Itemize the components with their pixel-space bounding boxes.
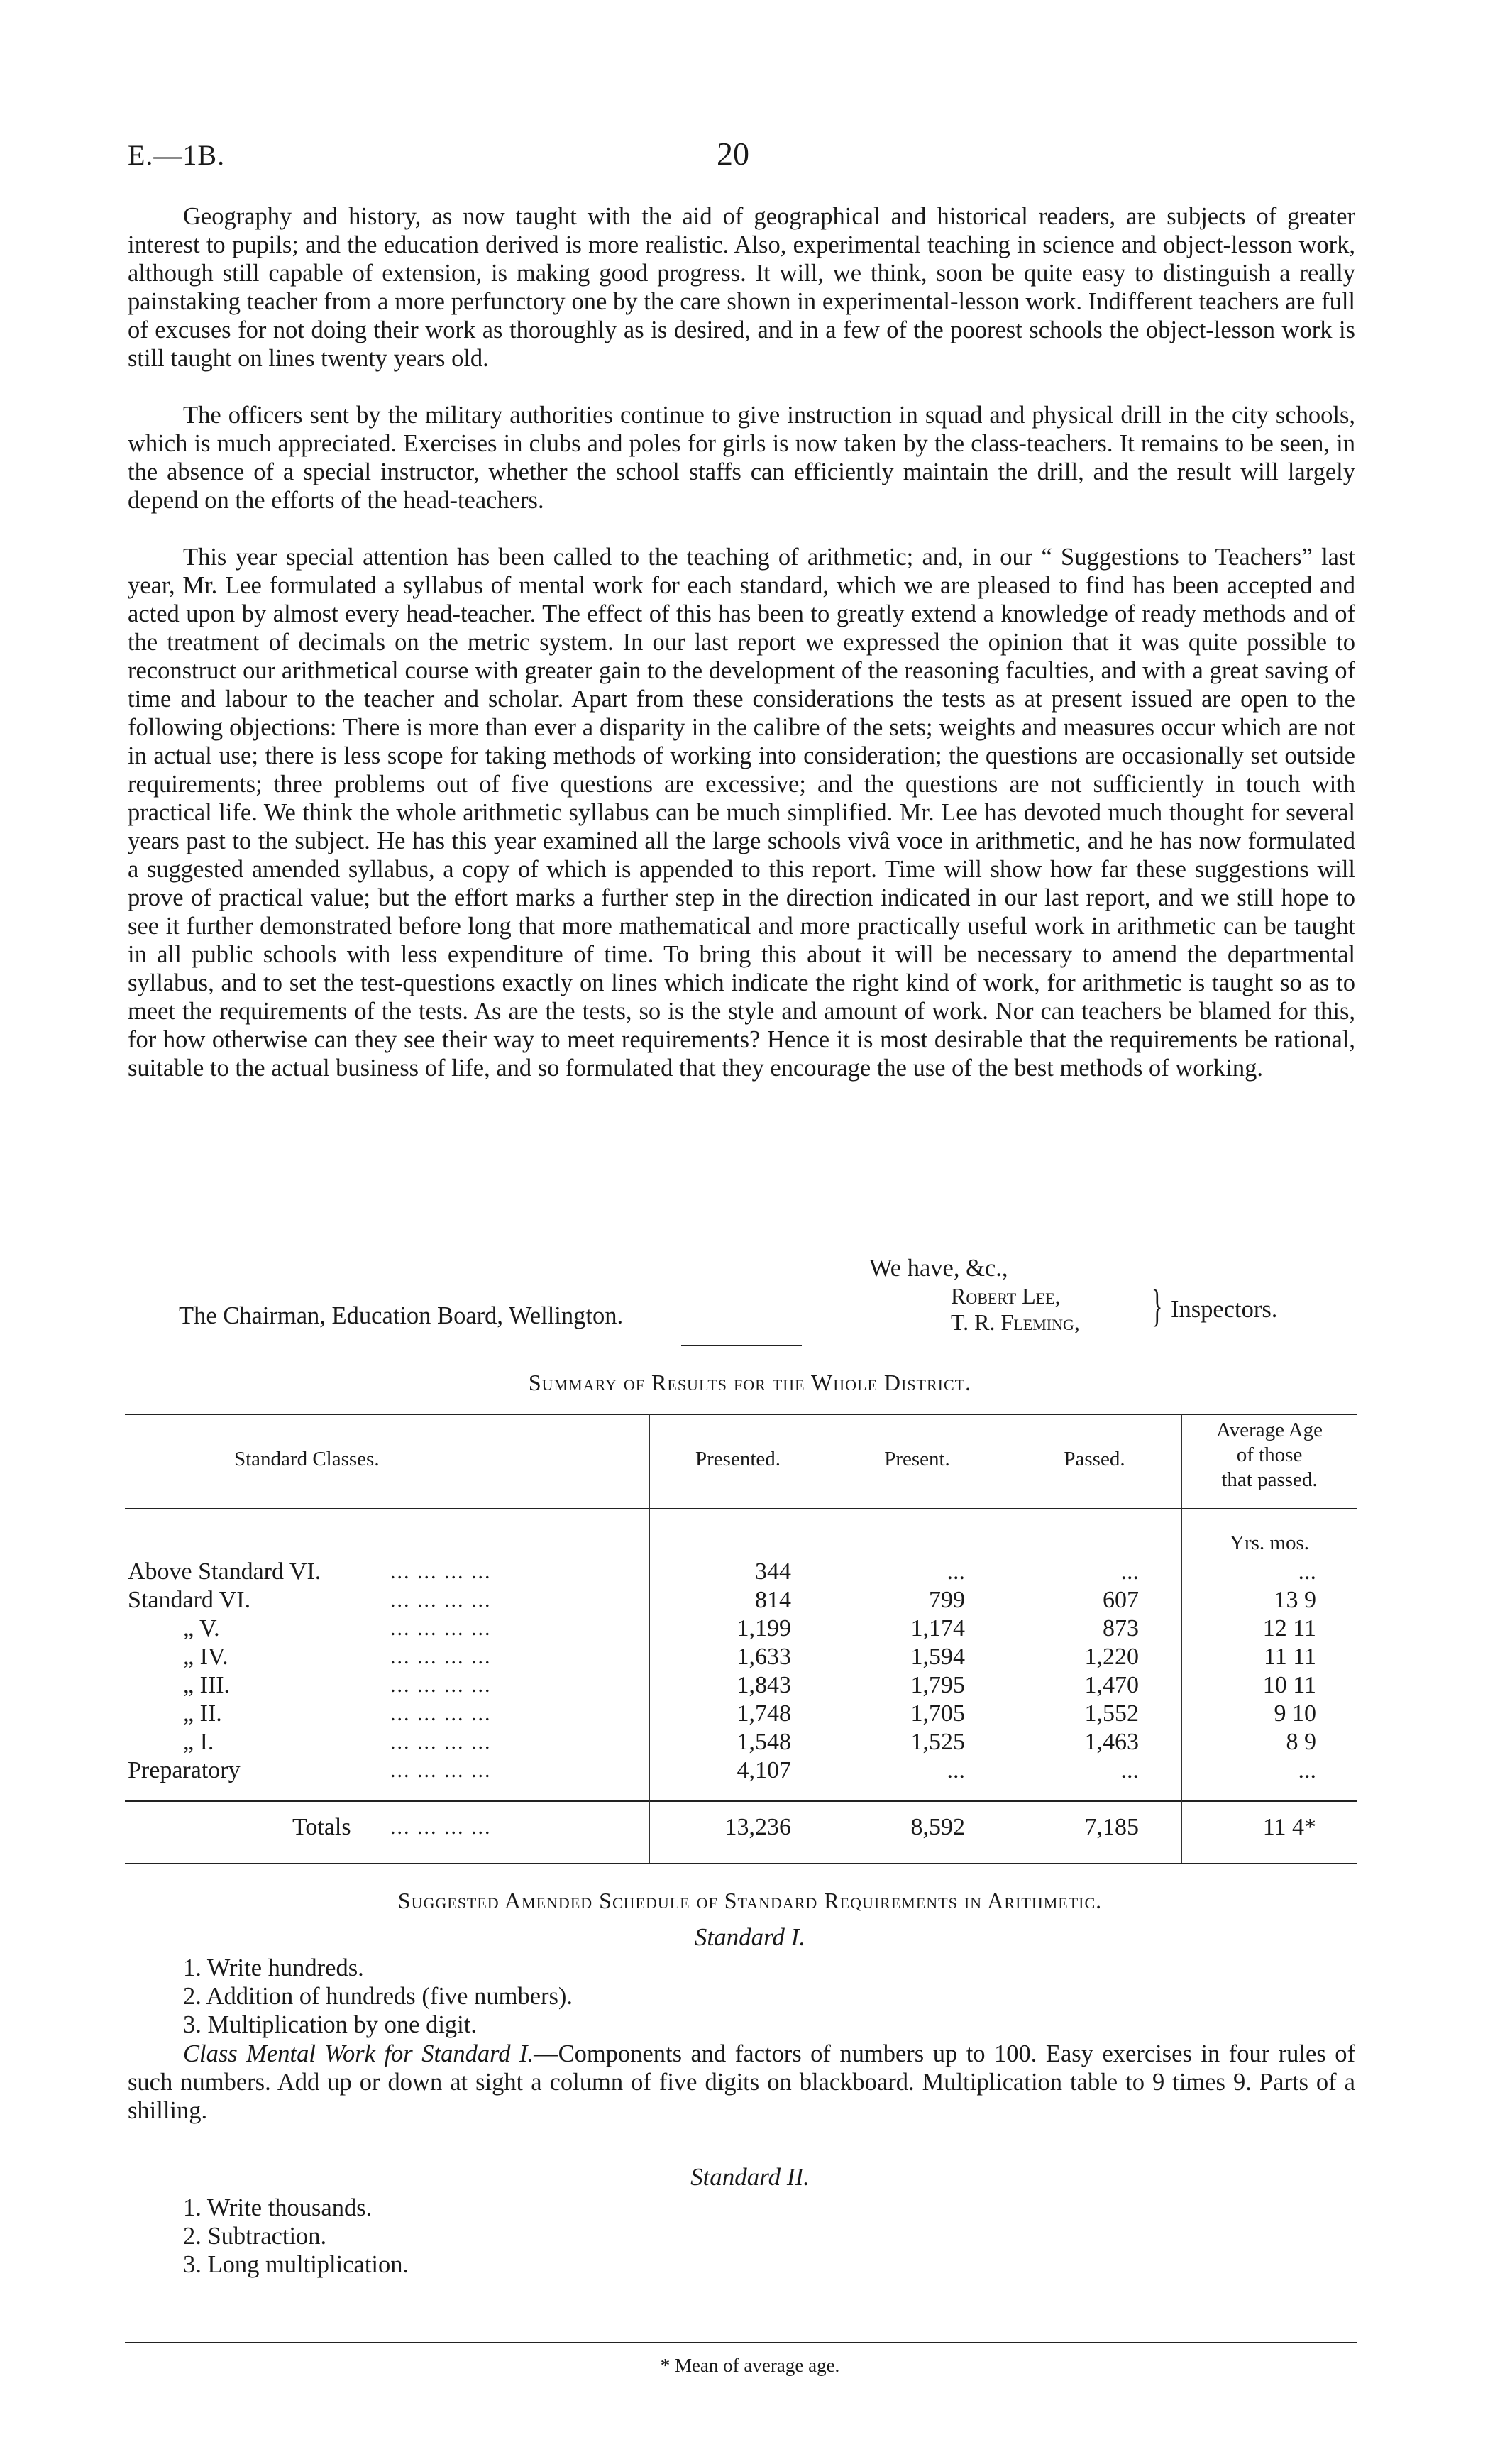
cell-passed: 1,463: [1084, 1729, 1139, 1755]
row-label: „ III.: [183, 1672, 231, 1698]
leader-dots: ... ... ... ...: [390, 1815, 492, 1839]
list-item: 1. Write hundreds.: [183, 1954, 364, 1981]
leader-dots: ... ... ... ...: [390, 1588, 492, 1612]
leader-dots: ... ... ... ...: [390, 1730, 492, 1754]
paragraph-geography: Geography and history, as now taught with the aid of geographical and historical readers, are subjects of greater interest to pupils; and the education derived is more realistic. Also, experimental teaching in science and object-lesson work, although still capable of extension, is making good progress. It will, we think, soon be quite easy to distinguish a really painstaking teacher from a more perfunctory one by the care shown in experimental-lesson work. Indifferent teachers are full of excuses for not doing their work as thoroughly as is desired, and in a few of the poorest schools the object-lesson work is still taught on lines twenty years old.: [128, 203, 1355, 372]
document-reference: E.—1B.: [128, 139, 226, 171]
cell-passed: 873: [1103, 1615, 1139, 1641]
row-label: „ V.: [183, 1615, 220, 1641]
totals-passed: 7,185: [1084, 1814, 1139, 1840]
list-item: 2. Addition of hundreds (five numbers).: [183, 1983, 573, 2010]
cell-passed: 1,552: [1084, 1700, 1139, 1727]
schedule-title: Suggested Amended Schedule of Standard Requirements in Arithmetic.: [397, 1888, 1103, 1913]
cell-presented: 1,633: [737, 1644, 791, 1670]
cell-age: 8 9: [1286, 1729, 1316, 1755]
leader-dots: ... ... ... ...: [390, 1617, 492, 1640]
cell-age: 12 11: [1262, 1615, 1316, 1641]
cell-present: 1,795: [910, 1672, 965, 1698]
addressee: The Chairman, Education Board, Wellington.: [179, 1302, 624, 1329]
table-rule-top: [125, 1414, 1357, 1415]
cell-passed: 607: [1103, 1587, 1139, 1613]
footnote-rule: [125, 2342, 1357, 2343]
row-label: „ II.: [183, 1700, 222, 1727]
table-rule-bottom: [125, 1863, 1357, 1864]
cell-presented: 1,748: [737, 1700, 791, 1727]
cell-present: ...: [947, 1558, 965, 1585]
leader-dots: ... ... ... ...: [390, 1560, 492, 1583]
cell-presented: 344: [755, 1558, 791, 1585]
row-label: Above Standard VI.: [128, 1558, 321, 1585]
paragraph-arithmetic: This year special attention has been called to the teaching of arithmetic; and, in our “ Suggestions to Teachers” last year, Mr. Lee formulated a syllabus of mental work for each standard, which we are pleased to find has been accepted and acted upon by almost every head-teacher. The effect of this has been to greatly extend a knowledge of ready methods and of the treatment of decimals on the metric system. In our last report we expressed the opinion that it was quite possible to reconstruct our arithmetical course with greater gain to the development of the reasoning faculties, and with a great saving of time and labour to the teacher and scholar. Apart from these considerations the tests as at present issued are open to the following objections: There is more than ever a disparity in the calibre of the sets; weights and measures occur which are not in actual use; there is less scope for taking methods of working into consideration; the questions are occasionally set outside requirements; three problems out of five questions are excessive; and the questions are not sufficiently in touch with practical life. We think the whole arithmetic syllabus can be much simplified. Mr. Lee has devoted much thought for several years past to the subject. He has this year examined all the large schools vivâ voce in arithmetic, and he has now formulated a suggested amended syllabus, a copy of which is appended to this report. Time will show how far these suggestions will prove of practical value; but the effort marks a further step in the direction indicated in our last report, and we still hope to see it further demonstrated before long that more mathematical and more practically useful work in arithmetic can be taught in all public schools with less expenditure of time. To bring this about it will be necessary to amend the departmental syllabus, and to set the test-questions exactly on lines which indicate the right kind of work, for arithmetic is taught so as to meet the requirements of the tests. As are the tests, so is the style and amount of work. Nor can teachers be blamed for this, for how otherwise can they see their way to meet requirements? Hence it is most desirable that the requirements be rational, suitable to the actual business of life, and so formulated that they encourage the use of the best methods of working.: [128, 544, 1355, 1082]
list-item: 2. Subtraction.: [183, 2223, 327, 2250]
row-label: „ I.: [183, 1729, 214, 1755]
closing-line: We have, &c.,: [869, 1255, 1008, 1282]
signatory-fleming: T. R. Fleming,: [951, 1309, 1080, 1335]
cell-presented: 4,107: [737, 1757, 791, 1783]
mental-work-paragraph: [128, 2040, 1355, 2125]
list-item: 3. Long multiplication.: [183, 2251, 409, 2278]
cell-passed: ...: [1120, 1558, 1139, 1585]
cell-presented: 1,199: [737, 1615, 791, 1641]
leader-dots: ... ... ... ...: [390, 1759, 492, 1782]
cell-present: ...: [947, 1757, 965, 1783]
cell-present: 1,174: [910, 1615, 965, 1641]
table-rule-header: [125, 1508, 1357, 1509]
divider: [681, 1345, 802, 1346]
leader-dots: ... ... ... ...: [390, 1645, 492, 1668]
cell-present: 1,705: [910, 1700, 965, 1727]
cell-presented: 814: [755, 1587, 791, 1613]
signatory-role: Inspectors.: [1171, 1296, 1278, 1323]
cell-presented: 1,548: [737, 1729, 791, 1755]
column-header-presented: Presented.: [695, 1448, 781, 1470]
cell-passed: 1,470: [1084, 1672, 1139, 1698]
column-header-average-age: Average Age of those that passed.: [1215, 1419, 1323, 1491]
cell-present: 799: [929, 1587, 965, 1613]
cell-age: 10 11: [1262, 1672, 1316, 1698]
page-number: 20: [717, 136, 749, 172]
standard-2-title: Standard II.: [690, 2163, 810, 2191]
standard-1-title: Standard I.: [694, 1923, 806, 1951]
row-label: Standard VI.: [128, 1587, 251, 1613]
row-label: „ IV.: [183, 1644, 228, 1670]
leader-dots: ... ... ... ...: [390, 1673, 492, 1697]
cell-age: 13 9: [1274, 1587, 1316, 1613]
table-title: Summary of Results for the Whole District.: [528, 1370, 972, 1395]
totals-present: 8,592: [910, 1814, 965, 1840]
list-item: 1. Write thousands.: [183, 2194, 373, 2221]
totals-presented: 13,236: [724, 1814, 791, 1840]
footnote: * Mean of average age.: [660, 2355, 840, 2376]
cell-presented: 1,843: [737, 1672, 791, 1698]
brace-glyph: }: [1152, 1280, 1163, 1331]
cell-age: 11 11: [1264, 1644, 1316, 1670]
cell-age: ...: [1298, 1558, 1316, 1585]
cell-age: ...: [1298, 1757, 1316, 1783]
cell-passed: 1,220: [1084, 1644, 1139, 1670]
cell-present: 1,594: [910, 1644, 965, 1670]
age-units: Yrs. mos.: [1230, 1531, 1309, 1554]
paragraph-drill: The officers sent by the military authorities continue to give instruction in squad and physical drill in the city schools, which is much appreciated. Exercises in clubs and poles for girls is now taken by the class-teachers. It remains to be seen, in the absence of a special instructor, whether the school staffs can efficiently maintain the drill, and the result will largely depend on the efforts of the head-teachers.: [128, 402, 1355, 514]
column-header-passed: Passed.: [1064, 1448, 1125, 1470]
list-item: 3. Multiplication by one digit.: [183, 2011, 477, 2038]
cell-present: 1,525: [910, 1729, 965, 1755]
signatory-lee: Robert Lee,: [951, 1283, 1061, 1309]
row-label: Preparatory: [128, 1757, 241, 1783]
cell-age: 9 10: [1274, 1700, 1316, 1727]
totals-age: 11 4*: [1262, 1814, 1316, 1840]
mental-work-text: —Components and factors of numbers up to 100. Easy exercises in four rules of such numbers. Add up or down at sight a column of five digits on blackboard. Multiplication table to 9 times 9. Parts of a shilling.: [128, 2040, 1355, 2124]
table-rule-totals: [125, 1800, 1357, 1802]
leader-dots: ... ... ... ...: [390, 1702, 492, 1725]
cell-passed: ...: [1120, 1757, 1139, 1783]
mental-work-label: Class Mental Work for Standard I.: [183, 2040, 534, 2067]
column-header-standard: Standard Classes.: [234, 1448, 380, 1470]
totals-label: Totals: [292, 1814, 351, 1840]
column-header-present: Present.: [884, 1448, 950, 1470]
